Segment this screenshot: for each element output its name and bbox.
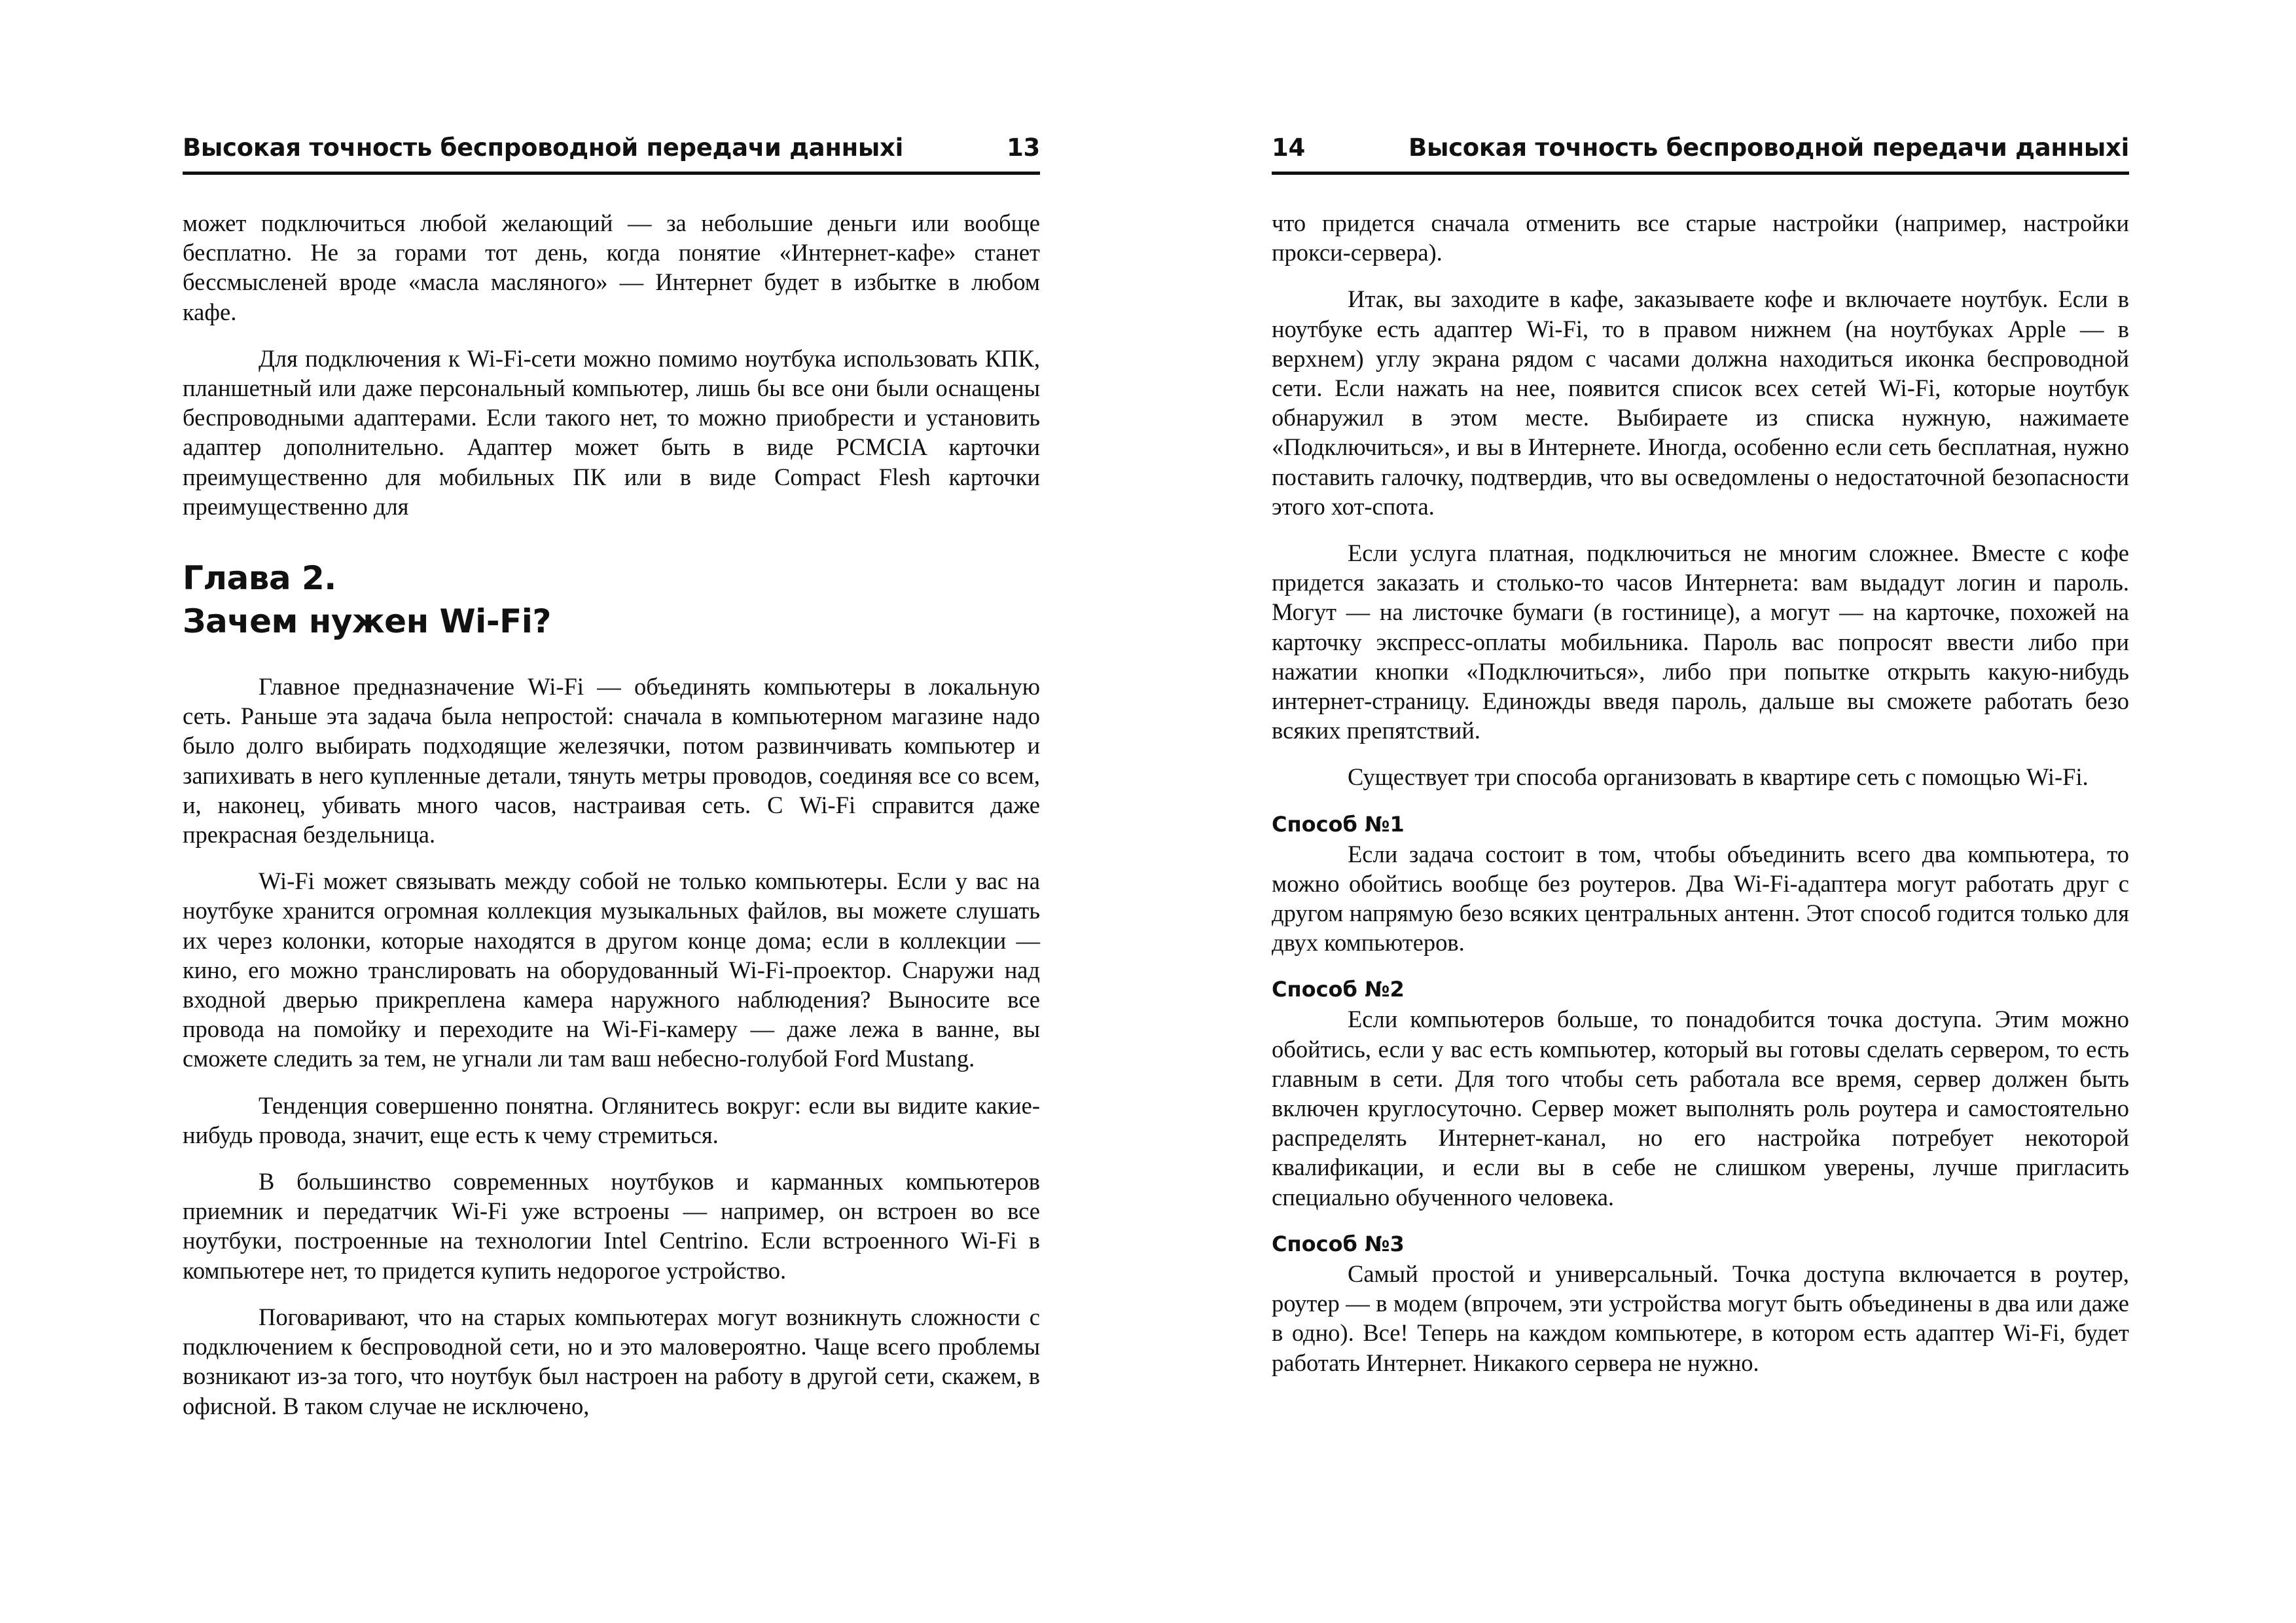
left-page-body	[183, 208, 1040, 1438]
left-running-title: Высокая точность беспроводной передачи данныхi	[183, 134, 903, 162]
method-3-text: Самый простой и универсальный. Точка доступа включается в роутер, роутер — в модем (впрочем, эти устройства могут быть объединены в два или даже в одно). Все! Теперь на каждом компьютере, в котором есть адаптер Wi-Fi, будет работать Интернет. Никакого сервера не нужно.	[1272, 1260, 2129, 1376]
chapter-heading: Зачем нужен Wi-Fi?	[183, 602, 551, 641]
paragraph: Итак, вы заходите в кафе, заказываете кофе и включаете ноутбук. Если в ноутбуке есть адаптер Wi-Fi, то в правом нижнем (на ноутбуках Apple — в верхнем) углу экрана рядом с часами должна находиться иконка беспроводной сети. Если нажать на нее, появится список всех сетей Wi-Fi, которые ноутбук обнаружил в этом месте. Выбираете из списка нужную, нажимаете «Подключиться», и вы в Интернете. Иногда, особенно если сеть бесплатная, нужно поставить галочку, подтвердив, что вы осведомлены о недостаточной безопасности этого хот-спота.	[1272, 285, 2129, 520]
paragraph: В большинство современных ноутбуков и карманных компьютеров приемник и передатчик Wi-Fi уже встроены — например, он встроен во все ноутбуки, построенные на технологии Intel Centrino. Если встроенного Wi-Fi в компьютере нет, то придется купить недорогое устройство.	[183, 1168, 1040, 1284]
right-page-body	[1272, 208, 2129, 1395]
paragraph: Существует три способа организовать в квартире сеть с помощью Wi-Fi.	[1348, 763, 2089, 791]
chapter-number: Глава 2.	[183, 559, 336, 598]
paragraph: Поговаривают, что на старых компьютерах могут возникнуть сложности с подключением к беспроводной сети, но и это маловероятно. Чаще всего проблемы возникают из-за того, что ноутбук был настроен на работу в другой сети, скажем, в офисной. В таком случае не исключено,	[183, 1303, 1040, 1419]
paragraph: Если услуга платная, подключиться не многим сложнее. Вместе с кофе придется заказать и столько-то часов Интернета: вам выдадут логин и пароль. Могут — на листочке бумаги (в гостинице), а могут — на карточке, похожей на карточку экспресс-оплаты мобильника. Пароль вас попросят ввести либо при нажатии кнопки «Подключиться», либо при попытке открыть какую-нибудь интернет-страницу. Единожды введя пароль, дальше вы сможете работать безо всяких препятствий.	[1272, 539, 2129, 744]
method-1-text: Если задача состоит в том, чтобы объединить всего два компьютера, то можно обойтись вообще без роутеров. Два Wi-Fi-адаптера могут работать друг с другом напрямую безо всяких центральных антенн. Этот способ годится только для двух компьютеров.	[1272, 840, 2129, 957]
left-page-number: 13	[1007, 134, 1040, 162]
chapter-title	[183, 556, 1040, 643]
method-2-heading: Способ №2	[1272, 977, 1405, 1002]
paragraph: что придется сначала отменить все старые настройки (например, настройки прокси-сервера).	[1272, 210, 2129, 266]
right-running-head	[1272, 130, 2129, 175]
paragraph: Главное предназначение Wi-Fi — объединять компьютеры в локальную сеть. Раньше эта задача была непростой: сначала в компьютерном магазине надо было долго выбирать подходящие железячки, потом развинчивать компьютер и запихивать в него купленные детали, тянуть метры проводов, соединяя все со всем, и, наконец, убивать много часов, настраивая сеть. С Wi-Fi справится даже прекрасная бездельница.	[183, 673, 1040, 848]
method-1-heading: Способ №1	[1272, 811, 1405, 837]
paragraph: Тенденция совершенно понятна. Оглянитесь вокруг: если вы видите какие-нибудь провода, значит, еще есть к чему стремиться.	[183, 1091, 1040, 1148]
method-3-heading: Способ №3	[1272, 1231, 1405, 1256]
left-running-head	[183, 130, 1040, 175]
right-page-number: 14	[1272, 134, 1305, 162]
method-2-text: Если компьютеров больше, то понадобится точка доступа. Этим можно обойтись, если у вас есть компьютер, который вы готовы сделать сервером, то есть главным в сети. Для того чтобы сеть работала все время, сервер должен быть включен круглосуточно. Сервер может выполнять роль роутера и самостоятельно распределять Интернет-канал, но его настройка потребует некоторой квалификации, и если вы в себе не слишком уверены, лучше пригласить специально обученного человека.	[1272, 1006, 2129, 1211]
right-running-title: Высокая точность беспроводной передачи данныхi	[1408, 134, 2129, 162]
paragraph: Wi-Fi может связывать между собой не только компьютеры. Если у вас на ноутбуке хранится огромная коллекция музыкальных файлов, вы можете слушать их через колонки, которые находятся в другом конце дома; если в коллекции — кино, его можно транслировать на оборудованный Wi-Fi-проектор. Снаружи над входной дверью прикреплена камера наружного наблюдения? Выносите все провода на помойку и переходите на Wi-Fi-камеру — даже лежа в ванне, вы сможете следить за тем, не угнали ли там ваш небесно-голубой Ford Mustang.	[183, 867, 1040, 1072]
paragraph: Для подключения к Wi-Fi-сети можно помимо ноутбука использовать КПК, планшетный или даже персональный компьютер, лишь бы все они были оснащены беспроводными адаптерами. Если такого нет, то можно приобрести и установить адаптер дополнительно. Адаптер может быть в виде PCMCIA карточки преимущественно для мобильных ПК или в виде Compact Flesh карточки преимущественно для	[183, 344, 1040, 520]
paragraph: может подключиться любой желающий — за небольшие деньги или вообще бесплатно. Не за горами тот день, когда понятие «Интернет-кафе» станет бессмысленей вроде «масла масляного» — Интернет будет в избытке в любом кафе.	[183, 210, 1040, 325]
